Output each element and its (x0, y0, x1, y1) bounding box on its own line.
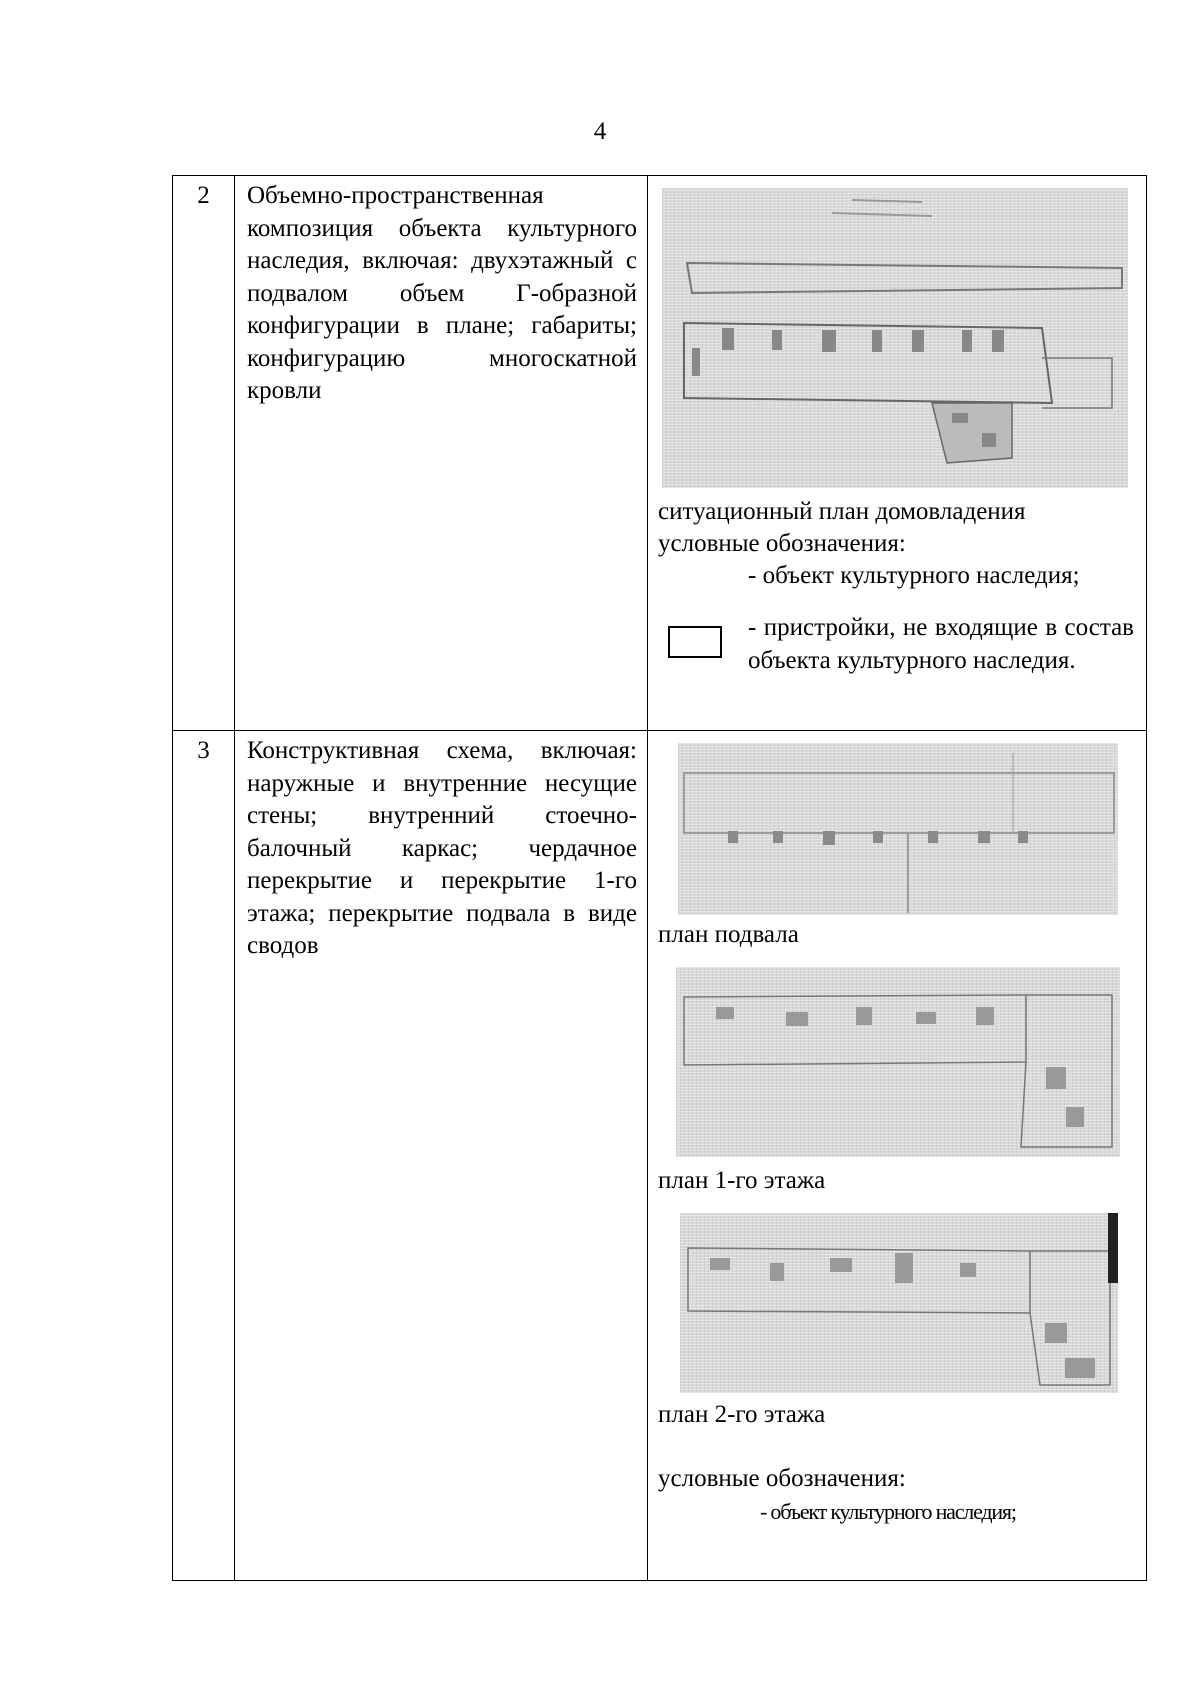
legend-title: условные обозначения: (658, 1465, 906, 1492)
legend-item-heritage: - объект культурного наследия; (748, 562, 1080, 589)
row-number: 3 (173, 731, 235, 1581)
site-plan-image (662, 188, 1128, 488)
basement-plan-caption: план подвала (658, 921, 799, 948)
second-floor-plan-caption: план 2-го этажа (658, 1401, 826, 1428)
row-number: 2 (173, 176, 235, 731)
table-row (173, 176, 1147, 731)
legend-swatch-extensions (668, 626, 722, 658)
image-cell (648, 731, 1147, 1581)
image-cell (648, 176, 1147, 731)
site-plan-caption: ситуационный план домовладения (658, 498, 1026, 525)
first-floor-plan-caption: план 1-го этажа (658, 1167, 826, 1194)
row-description: Объемно-пространственная композиция объекта культурного наследия, включая: двухэтажный с подвалом объем Г-образной конфигурации в плане; габариты; конфигурацию многоскатной кровли (235, 176, 648, 731)
legend-title: условные обозначения: (658, 530, 906, 557)
row-description: Конструктивная схема, включая: наружные и внутренние несущие стены; внутренний стоечно-балочный каркас; чердачное перекрытие и перекрытие 1-го этажа; перекрытие подвала в виде сводов (235, 731, 648, 1581)
table-row (173, 731, 1147, 1581)
second-floor-plan-image (680, 1213, 1118, 1393)
legend-item-extensions: - пристройки, не входящие в состав объекта культурного наследия. (748, 614, 1134, 674)
basement-plan-image (678, 743, 1118, 915)
page-number: 4 (593, 118, 607, 145)
first-floor-plan-image (676, 967, 1120, 1157)
heritage-table (172, 175, 1147, 1581)
legend-item-heritage: - объект культурного наследия; (760, 1499, 1016, 1524)
